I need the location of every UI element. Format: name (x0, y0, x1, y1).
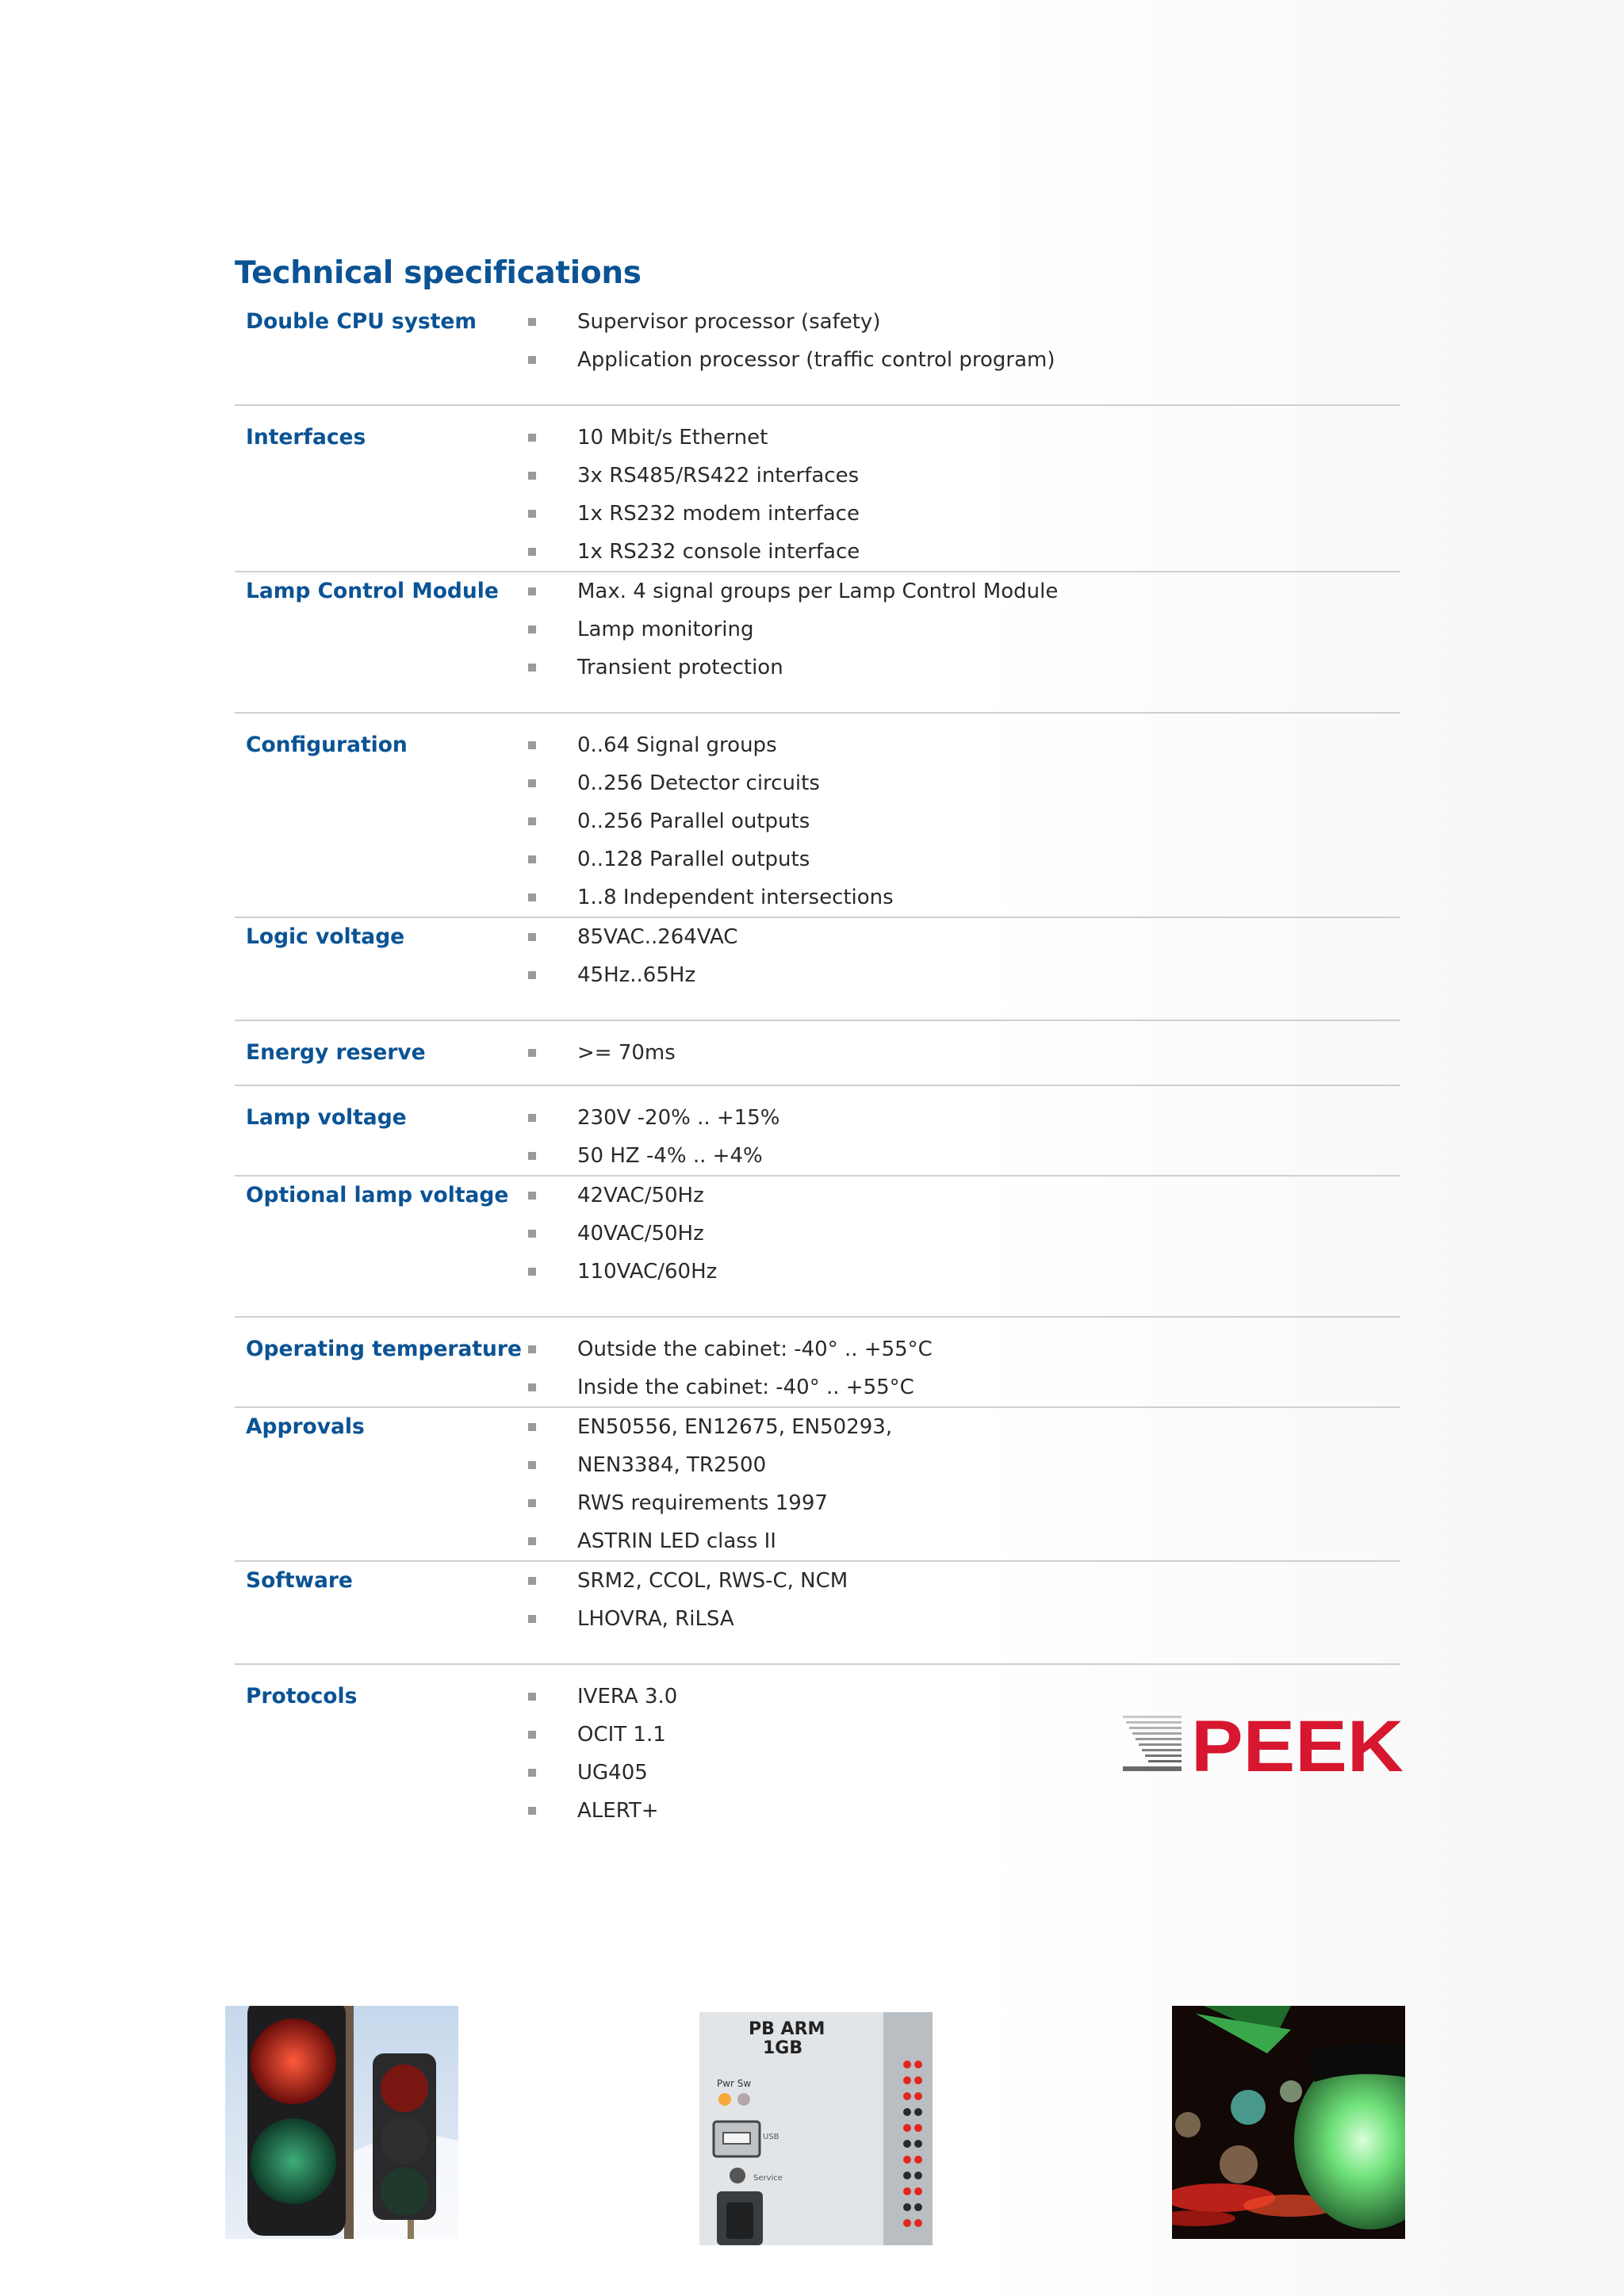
spec-item (528, 649, 1400, 687)
square-bullet-icon (528, 434, 536, 442)
spec-label: Optional lamp voltage (246, 1183, 509, 1207)
spec-item (528, 457, 1400, 495)
spec-item-text: ALERT+ (577, 1799, 659, 1823)
spec-item-text: >= 70ms (577, 1041, 676, 1065)
spec-section (235, 572, 1400, 714)
spec-item-text: Application processor (traffic control program) (577, 348, 1055, 372)
device-led-labels: Pwr Sw (717, 2078, 752, 2089)
spec-item-text: NEN3384, TR2500 (577, 1453, 767, 1477)
square-bullet-icon (528, 1192, 536, 1200)
spec-item-text: ASTRIN LED class II (577, 1529, 776, 1553)
service-button-icon (730, 2168, 745, 2183)
spec-item (528, 419, 1400, 457)
spec-item (528, 918, 1400, 956)
spec-label: Protocols (246, 1684, 358, 1709)
spec-item (528, 726, 1400, 764)
spec-label: Software (246, 1568, 353, 1593)
spec-item (528, 303, 1400, 341)
spec-item (528, 1330, 1400, 1368)
green-signal-photo (1172, 2006, 1405, 2239)
square-bullet-icon (528, 894, 536, 901)
spec-section (235, 918, 1400, 1021)
spec-item-text: Max. 4 signal groups per Lamp Control Module (577, 580, 1059, 603)
square-bullet-icon (528, 472, 536, 480)
spec-item (528, 1368, 1400, 1406)
spec-item-text: EN50556, EN12675, EN50293, (577, 1415, 893, 1439)
spec-label: Configuration (246, 733, 408, 757)
device-usb-label: USB (763, 2133, 779, 2141)
spec-item-text: Supervisor processor (safety) (577, 310, 881, 334)
spec-item (528, 1215, 1400, 1253)
spec-label: Double CPU system (246, 309, 477, 334)
square-bullet-icon (528, 664, 536, 672)
spec-item (528, 610, 1400, 649)
spec-item (528, 495, 1400, 533)
square-bullet-icon (528, 318, 536, 326)
spec-item (528, 1408, 1400, 1446)
square-bullet-icon (528, 971, 536, 979)
logo-stripes-icon (1123, 1716, 1182, 1771)
square-bullet-icon (528, 1230, 536, 1238)
spec-items (528, 419, 1400, 571)
spec-item-text: 1x RS232 console interface (577, 540, 860, 564)
spec-item (528, 341, 1400, 379)
square-bullet-icon (528, 855, 536, 863)
spec-item-text: 0..64 Signal groups (577, 733, 777, 757)
traffic-lights-photo (225, 2006, 458, 2239)
spec-label: Approvals (246, 1414, 365, 1439)
spec-items (528, 1099, 1400, 1175)
spec-item-text: 3x RS485/RS422 interfaces (577, 464, 860, 488)
spec-item-text: Transient protection (577, 656, 783, 679)
square-bullet-icon (528, 1345, 536, 1353)
spec-item (528, 1484, 1400, 1522)
spec-section (235, 1318, 1400, 1408)
square-bullet-icon (528, 1807, 536, 1815)
spec-item-text: LHOVRA, RiLSA (577, 1607, 734, 1631)
spec-item (528, 840, 1400, 878)
spec-items (528, 726, 1400, 916)
square-bullet-icon (528, 1423, 536, 1431)
spec-section (235, 1408, 1400, 1562)
square-bullet-icon (528, 626, 536, 633)
square-bullet-icon (528, 1383, 536, 1391)
spec-item-text: Inside the cabinet: -40° .. +55°C (577, 1376, 914, 1399)
status-led-icon (737, 2093, 750, 2106)
square-bullet-icon (528, 1537, 536, 1545)
spec-item-text: 1x RS232 modem interface (577, 502, 860, 526)
spec-section (235, 303, 1400, 406)
spec-section (235, 1086, 1400, 1177)
spec-item-text: 40VAC/50Hz (577, 1222, 704, 1246)
square-bullet-icon (528, 510, 536, 518)
spec-item-text: 0..128 Parallel outputs (577, 848, 810, 871)
spec-item-text: 50 HZ -4% .. +4% (577, 1144, 763, 1168)
spec-item-text: 85VAC..264VAC (577, 925, 738, 949)
peek-logo (1123, 1712, 1405, 1776)
square-bullet-icon (528, 779, 536, 787)
spec-label: Interfaces (246, 425, 366, 450)
spec-item (528, 1137, 1400, 1175)
spec-section (235, 714, 1400, 918)
spec-item (528, 1562, 1400, 1600)
logo-text: PEEK (1191, 1712, 1404, 1776)
spec-item (528, 956, 1400, 994)
spec-items (528, 1408, 1400, 1560)
device-label-line2: 1GB (763, 2038, 803, 2058)
spec-items (528, 1177, 1400, 1291)
spec-item (528, 1792, 1400, 1830)
device-label-line1: PB ARM (749, 2019, 825, 2039)
square-bullet-icon (528, 1615, 536, 1623)
square-bullet-icon (528, 1769, 536, 1777)
spec-items (528, 1034, 1400, 1072)
spec-section (235, 1562, 1400, 1665)
spec-item-text: OCIT 1.1 (577, 1723, 666, 1747)
spec-item (528, 533, 1400, 571)
spec-item (528, 1522, 1400, 1560)
spec-item (528, 1678, 1400, 1716)
square-bullet-icon (528, 1693, 536, 1701)
spec-item-text: 0..256 Detector circuits (577, 771, 820, 795)
square-bullet-icon (528, 741, 536, 749)
spec-item (528, 764, 1400, 802)
square-bullet-icon (528, 1114, 536, 1122)
spec-item-text: 230V -20% .. +15% (577, 1106, 780, 1130)
spec-label: Operating temperature (246, 1337, 522, 1361)
square-bullet-icon (528, 1268, 536, 1276)
spec-item-text: SRM2, CCOL, RWS-C, NCM (577, 1569, 848, 1593)
spec-section (235, 406, 1400, 572)
spec-item-text: IVERA 3.0 (577, 1685, 678, 1709)
spec-items (528, 1330, 1400, 1406)
spec-label: Logic voltage (246, 924, 405, 949)
spec-item-text: 45Hz..65Hz (577, 963, 696, 987)
square-bullet-icon (528, 933, 536, 941)
spec-item-text: 1..8 Independent intersections (577, 886, 894, 909)
spec-item-text: 0..256 Parallel outputs (577, 809, 810, 833)
square-bullet-icon (528, 548, 536, 556)
spec-item (528, 878, 1400, 916)
square-bullet-icon (528, 1577, 536, 1585)
spec-item (528, 1099, 1400, 1137)
spec-table (235, 303, 1400, 1830)
spec-items (528, 1562, 1400, 1638)
spec-label: Lamp voltage (246, 1105, 407, 1130)
square-bullet-icon (528, 356, 536, 364)
page-title: Technical specifications (235, 255, 642, 291)
device-service-label: Service (753, 2174, 783, 2183)
spec-item (528, 572, 1400, 610)
spec-item (528, 1034, 1400, 1072)
power-led-icon (718, 2093, 731, 2106)
spec-item (528, 1253, 1400, 1291)
spec-item (528, 1177, 1400, 1215)
spec-item (528, 802, 1400, 840)
spec-item-text: RWS requirements 1997 (577, 1491, 828, 1515)
spec-item-text: 10 Mbit/s Ethernet (577, 426, 768, 450)
spec-item-text: Lamp monitoring (577, 618, 754, 641)
spec-section (235, 1177, 1400, 1318)
square-bullet-icon (528, 1049, 536, 1057)
controller-module-photo (699, 2012, 933, 2245)
square-bullet-icon (528, 1152, 536, 1160)
spec-label: Energy reserve (246, 1040, 426, 1065)
square-bullet-icon (528, 1731, 536, 1739)
spec-section (235, 1021, 1400, 1086)
spec-items (528, 303, 1400, 379)
square-bullet-icon (528, 1499, 536, 1507)
square-bullet-icon (528, 1461, 536, 1469)
spec-item-text: Outside the cabinet: -40° .. +55°C (577, 1337, 933, 1361)
spec-items (528, 572, 1400, 687)
spec-items (528, 918, 1400, 994)
square-bullet-icon (528, 817, 536, 825)
spec-item (528, 1446, 1400, 1484)
spec-item-text: UG405 (577, 1761, 648, 1785)
spec-item (528, 1600, 1400, 1638)
spec-item-text: 42VAC/50Hz (577, 1184, 704, 1207)
square-bullet-icon (528, 587, 536, 595)
spec-item-text: 110VAC/60Hz (577, 1260, 718, 1284)
spec-label: Lamp Control Module (246, 579, 499, 603)
